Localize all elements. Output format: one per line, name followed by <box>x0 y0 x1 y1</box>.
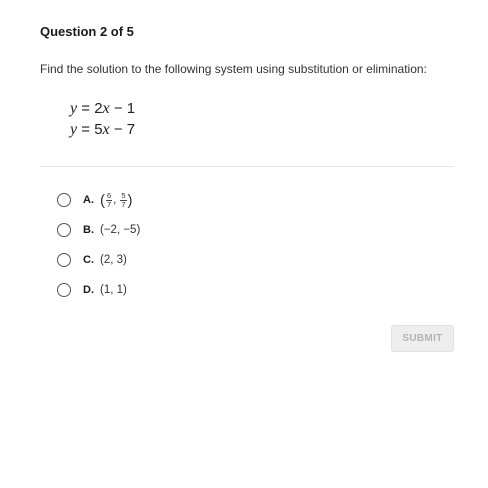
choice-a-answer <box>100 192 133 209</box>
choice-b-answer: (−2, −5) <box>100 224 141 236</box>
choice-a-close-paren: ) <box>127 191 133 209</box>
choice-a-letter: A. <box>83 194 94 206</box>
choice-a-open-paren: ( <box>100 191 105 209</box>
choice-a-fraction-1-denominator: 7 <box>107 199 112 209</box>
equation-2-x: x <box>102 121 110 138</box>
choice-a-separator: , <box>113 194 117 206</box>
choice-a-fraction-1-numerator: 6 <box>107 190 112 200</box>
equation-1-tail: − 1 <box>109 100 136 117</box>
section-divider <box>40 166 454 167</box>
equation-system <box>70 98 135 140</box>
equation-1 <box>70 98 135 119</box>
choice-a-fraction-2-numerator: 5 <box>121 190 126 200</box>
radio-button-c[interactable] <box>57 253 71 267</box>
equation-1-rhs: = 2 <box>77 100 103 117</box>
choice-a-fraction-2-denominator: 7 <box>121 199 126 209</box>
choice-c-answer: (2, 3) <box>100 254 127 266</box>
choice-a-fraction-2 <box>120 192 126 209</box>
equation-1-var: y <box>70 100 78 117</box>
choice-d-answer: (1, 1) <box>100 284 127 296</box>
choice-c-letter: C. <box>83 254 94 266</box>
equation-2-var: y <box>70 121 78 138</box>
equation-2-rhs: = 5 <box>77 121 103 138</box>
choice-d[interactable] <box>57 275 140 305</box>
choice-a[interactable] <box>57 185 140 215</box>
answer-choices <box>57 185 140 305</box>
submit-button[interactable]: SUBMIT <box>391 325 454 352</box>
equation-2 <box>70 119 135 140</box>
choice-b[interactable] <box>57 215 140 245</box>
question-prompt: Find the solution to the following system using substitution or elimination: <box>40 62 427 76</box>
choice-b-letter: B. <box>83 224 94 236</box>
choice-a-fraction-1 <box>106 192 112 209</box>
radio-button-b[interactable] <box>57 223 71 237</box>
question-header: Question 2 of 5 <box>40 24 134 39</box>
radio-button-a[interactable] <box>57 193 71 207</box>
equation-2-tail: − 7 <box>109 121 136 138</box>
choice-d-letter: D. <box>83 284 94 296</box>
equation-1-x: x <box>102 100 110 117</box>
choice-c[interactable] <box>57 245 140 275</box>
radio-button-d[interactable] <box>57 283 71 297</box>
